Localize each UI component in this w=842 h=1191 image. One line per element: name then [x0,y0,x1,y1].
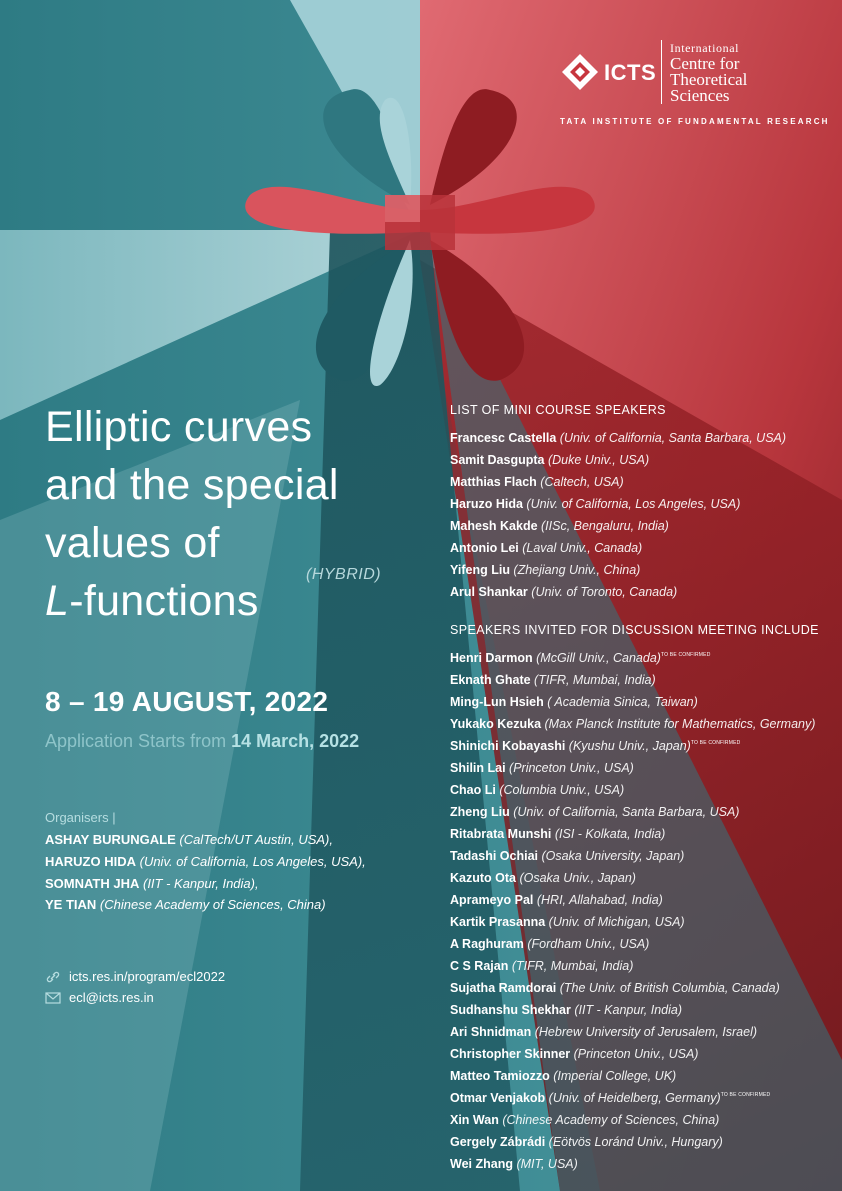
speaker-affiliation: (Osaka University, Japan) [538,849,685,863]
speaker-item [450,871,636,885]
speaker-name: Kazuto Ota [450,871,516,885]
speaker-item [450,761,634,775]
speaker-affiliation: (Kyushu Univ., Japan) [565,739,691,753]
mail-icon [45,991,61,1005]
event-title [45,398,339,630]
speaker-item [450,453,649,467]
speaker-name: Henri Darmon [450,651,533,665]
speaker-item [450,915,685,929]
mini-course-heading: LIST OF MINI COURSE SPEAKERS [450,403,666,417]
speaker-name: Sudhanshu Shekhar [450,1003,571,1017]
speaker-item [450,1113,719,1127]
speaker-affiliation: (Imperial College, UK) [549,1069,677,1083]
speaker-affiliation: ( Academia Sinica, Taiwan) [543,695,698,709]
organiser-name: YE TIAN [45,897,97,912]
speaker-name: Ritabrata Munshi [450,827,552,841]
speaker-affiliation: (Osaka Univ., Japan) [515,871,636,885]
icts-logo-mark-icon [560,52,600,92]
speaker-affiliation: (Laval Univ., Canada) [518,541,643,555]
speaker-name: Matteo Tamiozzo [450,1069,550,1083]
speaker-item [450,959,633,973]
speaker-item [450,783,624,797]
email-link[interactable] [45,990,154,1005]
title-line3: values of [45,519,220,567]
speaker-name: Haruzo Hida [450,497,523,511]
icts-logo [560,40,830,130]
logo-line4: Sciences [670,86,730,105]
logo-name [670,40,747,104]
speaker-affiliation: (Duke Univ., USA) [544,453,650,467]
speaker-affiliation: (McGill Univ., Canada) [532,651,661,665]
tbc-note: TO BE CONFIRMED [690,740,741,746]
application-prefix: Application Starts from [45,731,232,751]
discussion-heading: SPEAKERS INVITED FOR DISCUSSION MEETING INCLUDE [450,623,819,637]
speaker-item [450,431,786,445]
tbc-note: TO BE CONFIRMED [660,652,711,658]
speaker-affiliation: (Princeton Univ., USA) [505,761,634,775]
speaker-affiliation: (IIT - Kanpur, India) [570,1003,683,1017]
speaker-name: Mahesh Kakde [450,519,538,533]
speaker-item [450,1025,757,1039]
speaker-item [450,695,698,709]
organiser-affil: (Univ. of California, Los Angeles, USA), [136,854,366,869]
speaker-affiliation: (Univ. of Michigan, USA) [545,915,685,929]
speaker-name: Ari Shnidman [450,1025,532,1039]
speaker-item [450,827,665,841]
speaker-affiliation: (MIT, USA) [512,1157,578,1171]
speaker-affiliation: (Hebrew University of Jerusalem, Israel) [531,1025,758,1039]
speaker-affiliation: (Fordham Univ., USA) [523,937,650,951]
speaker-affiliation: (Univ. of California, Santa Barbara, USA) [556,431,787,445]
speaker-name: Christopher Skinner [450,1047,571,1061]
email-text[interactable]: ecl@icts.res.in [69,990,154,1005]
speaker-name: Chao Li [450,783,496,797]
speaker-name: Yifeng Liu [450,563,510,577]
website-link[interactable] [45,969,225,984]
speaker-name: Kartik Prasanna [450,915,546,929]
speaker-affiliation: (Eötvös Loránd Univ., Hungary) [545,1135,723,1149]
speaker-name: Samit Dasgupta [450,453,545,467]
speaker-affiliation: (TIFR, Mumbai, India) [508,959,634,973]
organiser-item [45,854,366,869]
speaker-name: Gergely Zábrádi [450,1135,546,1149]
speaker-item [450,1069,676,1083]
speaker-affiliation: (Max Planck Institute for Mathematics, Germany) [541,717,816,731]
title-line1: Elliptic curves [45,403,313,451]
speaker-item [450,519,669,533]
speaker-affiliation: (Caltech, USA) [536,475,624,489]
speaker-affiliation: (The Univ. of British Columbia, Canada) [556,981,780,995]
speaker-affiliation: (Zhejiang Univ., China) [509,563,641,577]
speaker-item [450,585,677,599]
speaker-name: Shinichi Kobayashi [450,739,566,753]
logo-divider [661,40,662,104]
speaker-item [450,937,649,951]
organiser-item [45,832,333,847]
speaker-affiliation: (Univ. of Toronto, Canada) [527,585,678,599]
speaker-affiliation: (Univ. of California, Santa Barbara, USA) [509,805,740,819]
speaker-name: Wei Zhang [450,1157,513,1171]
title-line4-rest: -functions [69,577,259,625]
speaker-item [450,1091,770,1105]
speaker-affiliation: (Chinese Academy of Sciences, China) [498,1113,720,1127]
title-line4 [45,572,339,630]
speaker-name: Xin Wan [450,1113,499,1127]
speaker-affiliation: (ISI - Kolkata, India) [551,827,666,841]
speaker-item [450,717,815,731]
speaker-name: A Raghuram [450,937,524,951]
event-dates: 8 – 19 AUGUST, 2022 [45,686,329,717]
speaker-name: Arul Shankar [450,585,528,599]
application-date: 14 March, 2022 [231,731,360,751]
speaker-name: C S Rajan [450,959,509,973]
link-icon [45,970,61,984]
speaker-item [450,805,739,819]
application-start [45,731,359,752]
speaker-name: Yukako Kezuka [450,717,542,731]
logo-tifr: TATA INSTITUTE OF FUNDAMENTAL RESEARCH [560,117,830,126]
organisers-heading: Organisers | [45,810,116,825]
title-l-italic: L [45,577,70,625]
speaker-affiliation: (Columbia Univ., USA) [495,783,625,797]
title-line2: and the special [45,461,339,509]
organiser-name: SOMNATH JHA [45,876,140,891]
speaker-item [450,1157,578,1171]
organiser-affil: (CalTech/UT Austin, USA), [175,832,334,847]
organiser-affil: (Chinese Academy of Sciences, China) [96,897,326,912]
organiser-item [45,876,259,891]
speaker-item [450,981,780,995]
speaker-name: Antonio Lei [450,541,519,555]
speaker-item [450,1135,723,1149]
speaker-item [450,475,624,489]
speaker-affiliation: (IISc, Bengaluru, India) [537,519,669,533]
speaker-item [450,541,642,555]
speaker-affiliation: (Univ. of Heidelberg, Germany) [545,1091,721,1105]
speaker-item [450,893,663,907]
logo-line3: Theoretical [670,70,748,89]
speaker-name: Zheng Liu [450,805,510,819]
hybrid-tag: (HYBRID) [306,566,382,583]
speaker-name: Aprameyo Pal [450,893,534,907]
speaker-name: Francesc Castella [450,431,557,445]
speaker-item [450,673,656,687]
organiser-name: ASHAY BURUNGALE [45,832,176,847]
speaker-name: Shilin Lai [450,761,506,775]
speaker-name: Otmar Venjakob [450,1091,546,1105]
speaker-affiliation: (HRI, Allahabad, India) [533,893,663,907]
logo-line1: International [670,41,740,55]
speaker-item [450,1003,682,1017]
speaker-item [450,739,740,753]
speaker-item [450,651,711,665]
organiser-item [45,897,326,912]
speaker-item [450,849,684,863]
speaker-name: Sujatha Ramdorai [450,981,557,995]
organiser-name: HARUZO HIDA [45,854,136,869]
tbc-note: TO BE CONFIRMED [720,1092,771,1098]
speaker-affiliation: (Princeton Univ., USA) [570,1047,699,1061]
logo-abbr: ICTS [604,60,657,85]
speaker-name: Matthias Flach [450,475,537,489]
speaker-item [450,563,640,577]
website-text[interactable]: icts.res.in/program/ecl2022 [69,969,226,984]
speaker-affiliation: (Univ. of California, Los Angeles, USA) [522,497,741,511]
logo-line2: Centre for [670,54,740,73]
speaker-name: Tadashi Ochiai [450,849,538,863]
organiser-affil: (IIT - Kanpur, India), [139,876,259,891]
speaker-item [450,1047,698,1061]
speaker-name: Eknath Ghate [450,673,531,687]
speaker-item [450,497,740,511]
speaker-name: Ming-Lun Hsieh [450,695,544,709]
speaker-affiliation: (TIFR, Mumbai, India) [530,673,656,687]
